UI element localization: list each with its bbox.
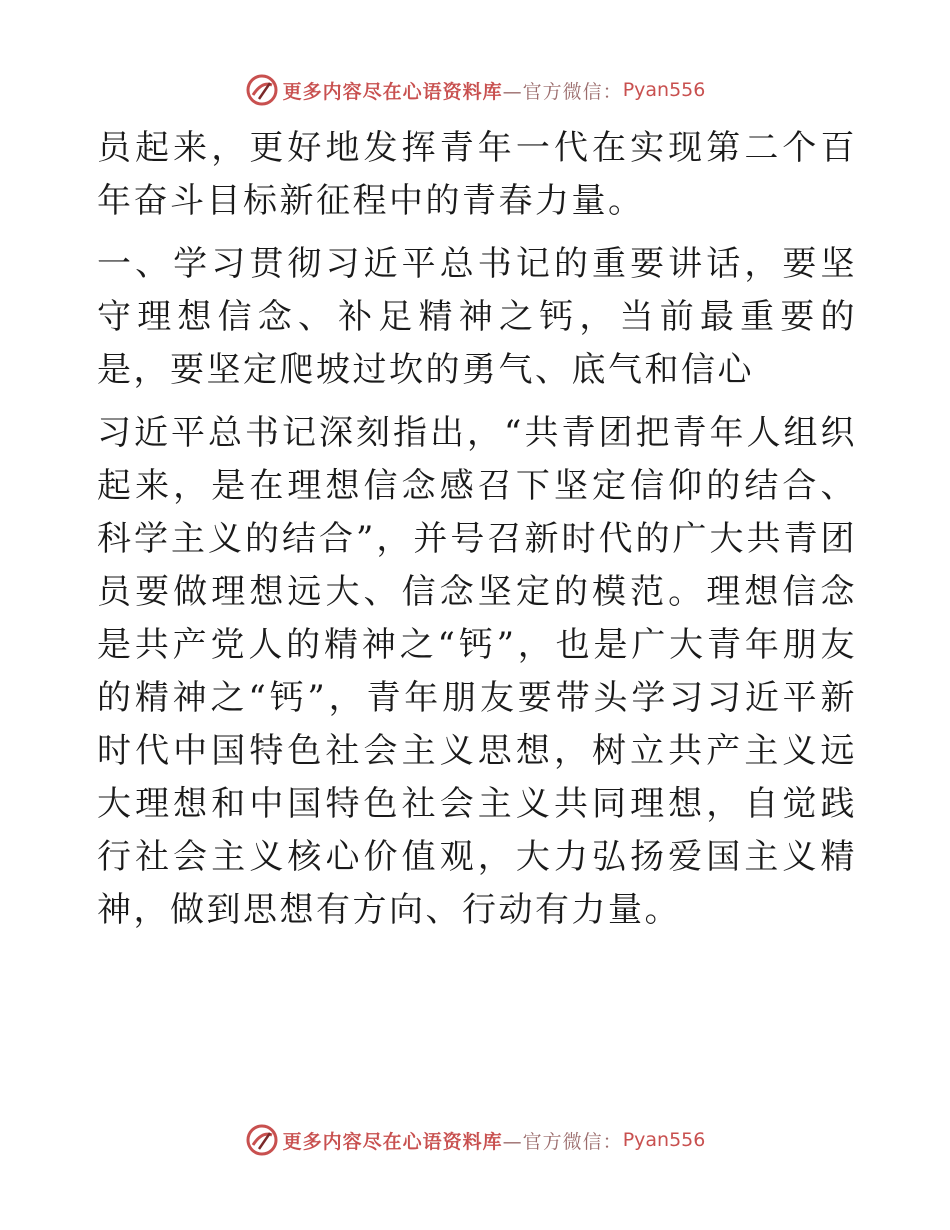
footer-wechat-id: Pyan556 [622,1129,706,1151]
header-wechat-id: Pyan556 [622,79,706,101]
footer-watermark [0,1120,950,1160]
document-body [97,122,857,947]
header-promo-suffix: —官方微信： [502,80,623,103]
paragraph-body: 习近平总书记深刻指出，“共青团把青年人组织起来，是在理想信念感召下坚定信仰的结合、科学主义的结合”，并号召新时代的广大共青团员要做理想远大、信念坚定的模范。理想信念是共产党人的精神之“钙”，也是广大青年朋友的精神之“钙”，青年朋友要带头学习习近平新时代中国特色社会主义思想，树立共产主义远大理想和中国特色社会主义共同理想，自觉践行社会主义核心价值观，大力弘扬爱国主义精神，做到思想有方向、行动有力量。 [97,413,857,930]
footer-promo-text: 更多内容尽在心语资料库 [282,1130,503,1153]
header-promo-text: 更多内容尽在心语资料库 [282,80,503,103]
logo-icon [245,73,279,107]
section-heading: 一、学习贯彻习近平总书记的重要讲话，要坚守理想信念、补足精神之钙，当前最重要的是，要坚定爬坡过坎的勇气、底气和信心 [97,244,857,390]
paragraph-intro: 员起来，更好地发挥青年一代在实现第二个百年奋斗目标新征程中的青春力量。 [97,128,857,221]
header-watermark [0,70,950,110]
footer-promo-suffix: —官方微信： [502,1130,623,1153]
logo-icon [245,1123,279,1157]
